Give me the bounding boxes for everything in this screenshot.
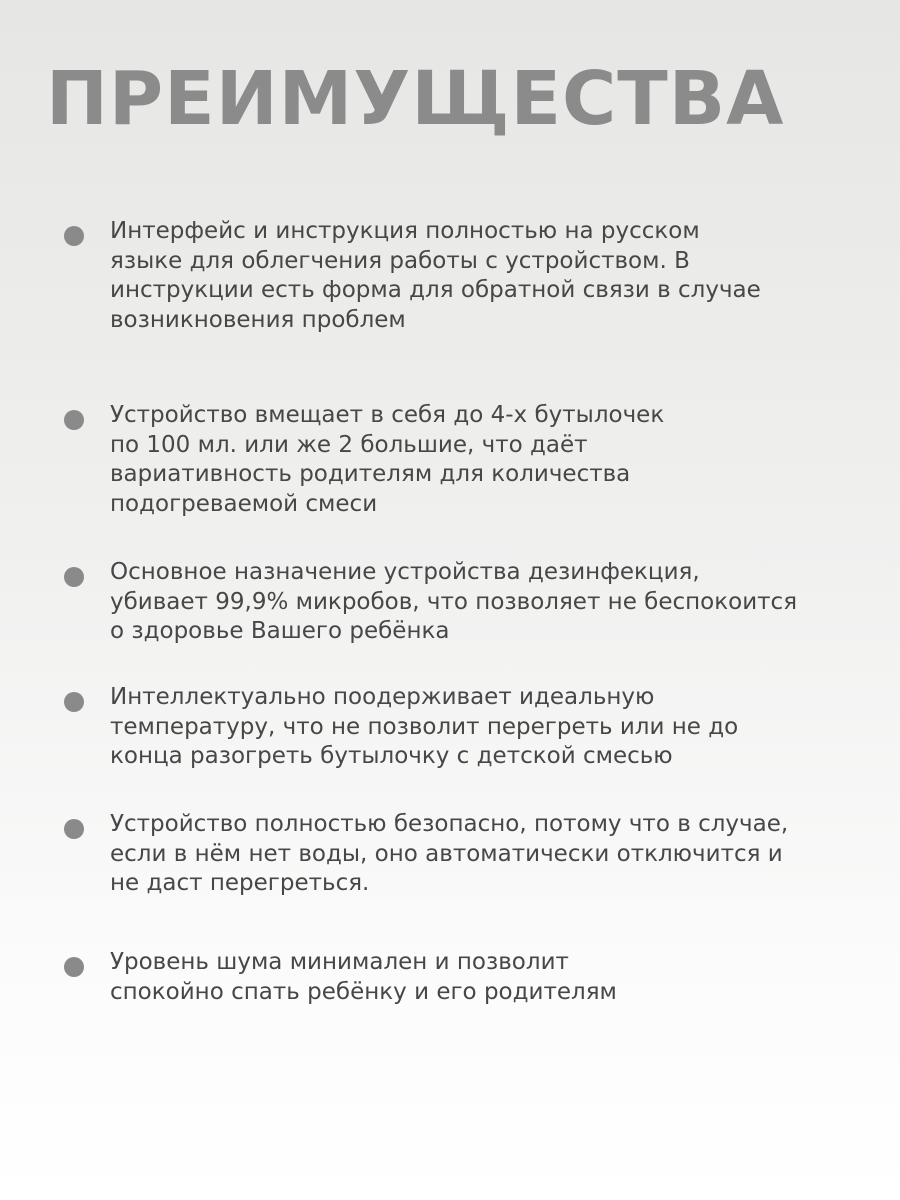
advantage-line: вариативность родителям для количества (110, 461, 631, 487)
advantage-text-3 (110, 558, 850, 647)
advantage-text-4 (110, 683, 850, 772)
advantage-line: подогреваемой смеси (110, 490, 378, 517)
advantage-line: Основное назначение устройства дезинфекция, (110, 559, 700, 585)
advantage-line: по 100 мл. или же 2 большие, что даёт (110, 431, 588, 458)
advantage-line: если в нём нет воды, оно автоматически отключится и (110, 840, 783, 867)
advantage-line: убивает 99,9% микробов, что позволяет не беспокоится (110, 588, 798, 615)
bullet-dot-icon (64, 819, 84, 839)
page-title: ПРЕИМУЩЕСТВА (46, 56, 785, 142)
advantage-line: Интеллектуально поодерживает идеальную (110, 684, 655, 710)
advantage-line: Интерфейс и инструкция полностью на русском (110, 218, 700, 244)
advantage-line: инструкции есть форма для обратной связи в случае (110, 277, 761, 303)
bullet-dot-icon (64, 410, 84, 430)
advantage-line: спокойно спать ребёнку и его родителям (110, 978, 617, 1005)
advantage-text-6 (110, 948, 850, 1007)
advantage-line: о здоровье Вашего ребёнка (110, 618, 450, 644)
bullet-dot-icon (64, 692, 84, 712)
advantage-line: Уровень шума минимален и позволит (110, 949, 569, 975)
advantage-line: возникновения проблем (110, 306, 406, 333)
advantage-text-5 (110, 810, 850, 899)
advantage-line: не даст перегреться. (110, 870, 370, 896)
bullet-dot-icon (64, 957, 84, 977)
advantage-line: Устройство полностью безопасно, потому что в случае, (110, 811, 789, 837)
advantage-line: Устройство вмещает в себя до 4-х бутылочек (110, 402, 665, 428)
bullet-dot-icon (64, 226, 84, 246)
advantage-text-2 (110, 401, 850, 519)
advantage-line: температуру, что не позволит перегреть или не до (110, 713, 739, 740)
bullet-dot-icon (64, 567, 84, 587)
advantage-line: конца разогреть бутылочку с детской смесью (110, 743, 673, 769)
advantage-text-1 (110, 217, 850, 335)
advantage-line: языке для облегчения работы с устройством. В (110, 247, 690, 274)
